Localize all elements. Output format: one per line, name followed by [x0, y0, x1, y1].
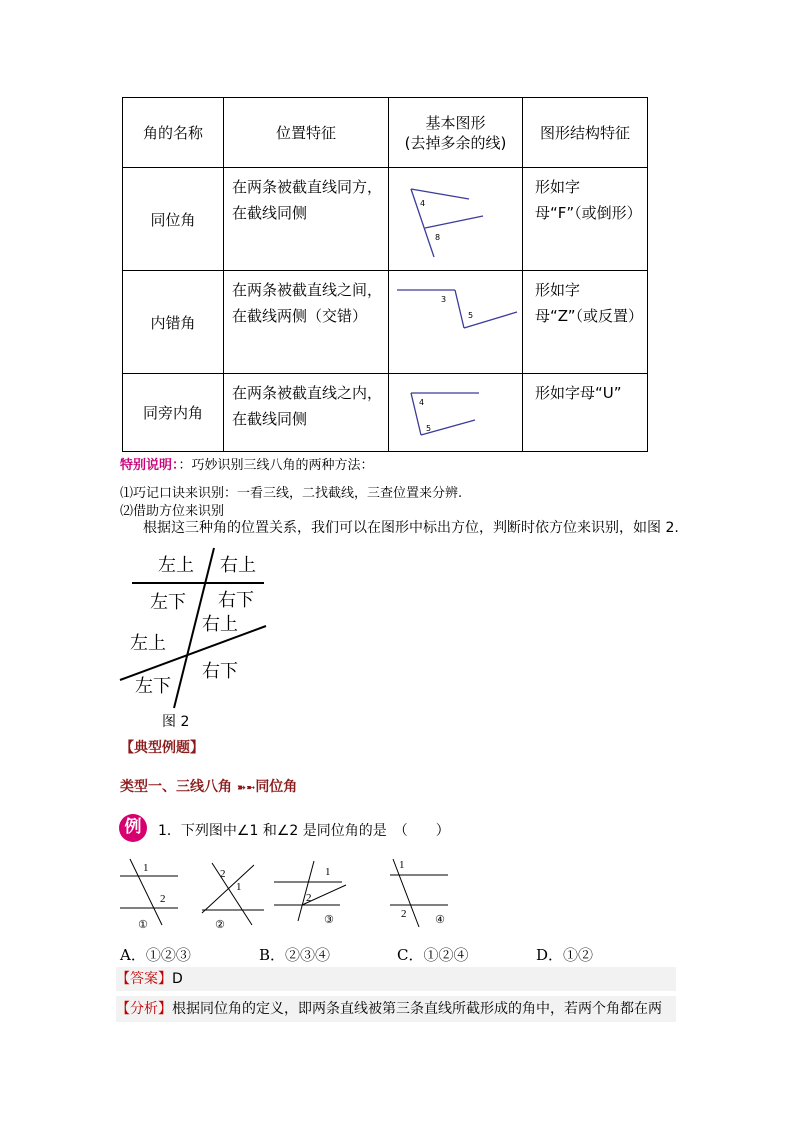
figure-2-diagram — [118, 540, 278, 720]
question-figures — [118, 855, 458, 935]
row-position: 在两条被截直线之内，在截线同侧 — [224, 374, 389, 452]
angle-label: 1 — [399, 859, 405, 871]
row-figure — [389, 374, 523, 452]
angle-label: 2 — [306, 892, 312, 904]
row-name: 同旁内角 — [123, 374, 224, 452]
region-label: 右上 — [220, 555, 256, 576]
region-label: 左上 — [130, 633, 166, 654]
row-figure — [389, 271, 523, 374]
region-label: 左下 — [150, 592, 186, 613]
header-basic-figure: 基本图形 (去掉多余的线) — [389, 98, 523, 168]
angle-label: 1 — [143, 862, 149, 874]
note-title-rest: ：巧妙识别三线八角的两种方法： — [178, 458, 374, 473]
analysis-text: 根据同位角的定义，即两条直线被第三条直线所截形成的角中，若两个角都在两 — [172, 1001, 662, 1017]
row-figure — [389, 168, 523, 271]
row-position: 在两条被截直线之间，在截线两侧（交错） — [224, 271, 389, 374]
choice-b: B．②③④ — [259, 946, 331, 964]
angle-types-table — [122, 97, 648, 452]
examples-heading: 【典型例题】 — [120, 740, 204, 756]
note-title: 特别说明： — [120, 458, 179, 473]
figure-number: ③ — [324, 913, 334, 926]
type-heading-sub: 同位角 — [255, 779, 298, 795]
row-position: 在两条被截直线同方，在截线同侧 — [224, 168, 389, 271]
table-header-row — [123, 98, 648, 168]
region-label: 右上 — [202, 614, 238, 635]
row-feature: 形如字母“U” — [523, 374, 648, 452]
angle-label: 5 — [468, 311, 474, 320]
answer-box — [116, 967, 676, 991]
special-note-heading — [120, 454, 374, 473]
angle-label: 3 — [441, 295, 447, 304]
angle-label: 2 — [160, 893, 166, 905]
alternate-angle-figure — [389, 272, 522, 372]
angle-label: 4 — [420, 199, 426, 208]
type-heading — [120, 776, 297, 796]
question-figure-3 — [274, 861, 346, 926]
arrow-icon: ➽➼ — [236, 781, 256, 794]
row-name: 同位角 — [123, 168, 224, 271]
question-figure-1 — [120, 859, 178, 931]
choice-c: C．①②④ — [397, 946, 469, 964]
angle-label: 8 — [435, 233, 441, 242]
choice-a: A．①②③ — [120, 946, 191, 964]
row-feature: 形如字母“Z”（或反置） — [523, 271, 648, 374]
corresponding-angle-figure — [389, 169, 522, 269]
header-position: 位置特征 — [224, 98, 389, 168]
type-heading-text: 类型一、三线八角 — [120, 779, 232, 795]
angle-label: 1 — [236, 881, 242, 893]
angle-label: 2 — [401, 908, 407, 920]
choice-d: D．①② — [536, 946, 594, 964]
answer-value: D — [172, 971, 183, 987]
figure-number: ② — [215, 918, 225, 931]
question-figure-4 — [390, 859, 448, 927]
angle-label: 2 — [220, 868, 226, 880]
angle-label: 4 — [419, 397, 425, 407]
note-item-1: ⑴巧记口诀来识别：一看三线，二找截线，三查位置来分辨. — [120, 486, 463, 501]
angle-label: 1 — [325, 866, 331, 878]
example-badge: 例 — [119, 814, 147, 842]
figure-number: ④ — [435, 913, 445, 926]
interior-angle-figure — [389, 375, 522, 451]
region-label: 左上 — [158, 555, 194, 576]
angle-label: 5 — [426, 423, 432, 433]
region-label: 右下 — [202, 661, 238, 682]
region-label: 右下 — [218, 590, 254, 611]
table-row — [123, 374, 648, 452]
question-text: 1．下列图中∠1 和∠2 是同位角的是 （ ） — [158, 823, 450, 839]
row-feature: 形如字母“F”（或倒形） — [523, 168, 648, 271]
note-item-2-desc: 根据这三种角的位置关系，我们可以在图形中标出方位，判断时依方位来识别，如图 2. — [143, 520, 679, 536]
figure-2-caption: 图 2 — [162, 714, 190, 730]
question-figure-2 — [202, 863, 264, 931]
figure-number: ① — [138, 918, 148, 931]
table-row — [123, 271, 648, 374]
header-structure: 图形结构特征 — [523, 98, 648, 168]
region-label: 左下 — [135, 676, 171, 697]
row-name: 内错角 — [123, 271, 224, 374]
note-item-2: ⑵借助方位来识别 — [120, 504, 225, 519]
analysis-label: 【分析】 — [116, 1001, 172, 1017]
header-angle-name: 角的名称 — [123, 98, 224, 168]
analysis-box — [116, 996, 676, 1022]
table-row — [123, 168, 648, 271]
answer-label: 【答案】 — [116, 971, 172, 987]
